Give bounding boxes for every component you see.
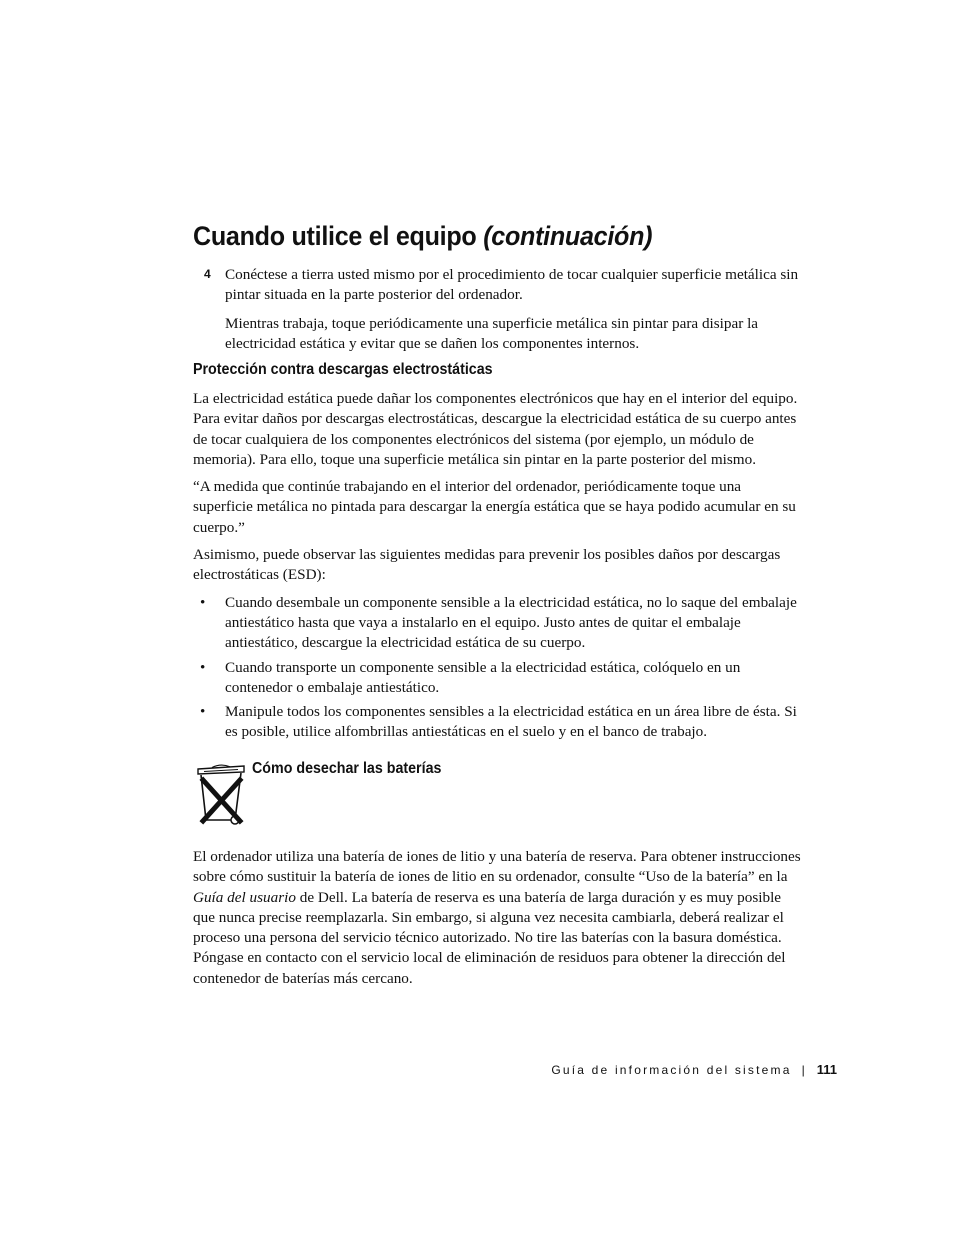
user-guide-title: Guía del usuario	[193, 888, 296, 906]
bullet-marker: •	[200, 703, 206, 721]
page-number: 111	[816, 1062, 837, 1077]
page-title	[193, 220, 652, 252]
battery-text-part-2: de Dell. La batería de reserva es una batería de larga duración y es muy posible que nunca precise reemplazarla. Sin embargo, si alguna vez necesita cambiarla, deberá realizar el proceso una persona del servicio técnico autorizado. No tire las baterías con la basura doméstica. Póngase en contacto con el servicio local de eliminación de residuos para obtener la dirección del contenedor de baterías más cercano.	[193, 888, 786, 987]
footer-guide-name: Guía de información del sistema	[551, 1063, 792, 1077]
list-item	[193, 658, 803, 699]
step-text: Conéctese a tierra usted mismo por el procedimiento de tocar cualquier superficie metálica sin pintar situada en la parte posterior del ordenador.	[225, 266, 799, 304]
bullet-text: Cuando transporte un componente sensible a la electricidad estática, colóquelo en un contenedor o embalaje antiestático.	[225, 658, 741, 696]
esd-paragraph-3: Asimismo, puede observar las siguientes medidas para prevenir los posibles daños por descargas electrostáticas (ESD):	[193, 546, 781, 584]
page-footer	[551, 1062, 837, 1077]
battery-text-part-1: El ordenador utiliza una batería de iones de litio y una batería de reserva. Para obtener instrucciones sobre cómo sustituir la batería de iones de litio en su ordenador, consulte “Uso de la batería” en la	[193, 848, 801, 886]
step-number: 4	[204, 267, 211, 281]
bullet-marker: •	[200, 593, 206, 611]
esd-section-body	[193, 389, 803, 747]
step-4	[193, 265, 803, 354]
page-title-continuation: (continuación)	[483, 221, 653, 251]
bullet-text: Manipule todos los componentes sensibles a la electricidad estática en un área libre de ésta. Si es posible, utilice alfombrillas antiestáticas en el suelo y en el banco de trabajo.	[225, 703, 797, 741]
battery-paragraph	[193, 847, 803, 989]
battery-section-body	[193, 847, 803, 989]
esd-paragraph-2: “A medida que continúe trabajando en el interior del ordenador, periódicamente toque una superficie metálica no pintada para descargar la energía estática que se haya podido acumular en su cuerpo.”	[193, 478, 796, 536]
esd-paragraph-1: La electricidad estática puede dañar los componentes electrónicos que hay en el interior del equipo. Para evitar daños por descargas electrostáticas, descargue la electricidad estática de su cuerpo antes de tocar cualquiera de los componentes electrónicos del sistema (por ejemplo, un módulo de memoria). Para ello, toque una superficie metálica sin pintar en la parte posterior del mismo.	[193, 390, 798, 468]
footer-separator: |	[801, 1063, 805, 1077]
bullet-text: Cuando desembale un componente sensible a la electricidad estática, no lo saque del embalaje antiestático hasta que vaya a instalarlo en el equipo. Justo antes de quitar el embalaje antiestático, descargue la electricidad estática de su cuerpo.	[225, 593, 797, 652]
esd-heading: Protección contra descargas electrostáticas	[193, 361, 493, 378]
bullet-marker: •	[200, 658, 206, 676]
step-note: Mientras trabaja, toque periódicamente una superficie metálica sin pintar para disipar la electricidad estática y evitar que se dañen los componentes internos.	[225, 314, 759, 352]
crossed-out-wheelie-bin-icon	[194, 763, 248, 827]
list-item	[193, 702, 803, 743]
page-title-main: Cuando utilice el equipo	[193, 221, 477, 251]
list-item	[193, 593, 803, 654]
battery-heading: Cómo desechar las baterías	[252, 760, 442, 777]
esd-bullet-list	[193, 593, 803, 743]
